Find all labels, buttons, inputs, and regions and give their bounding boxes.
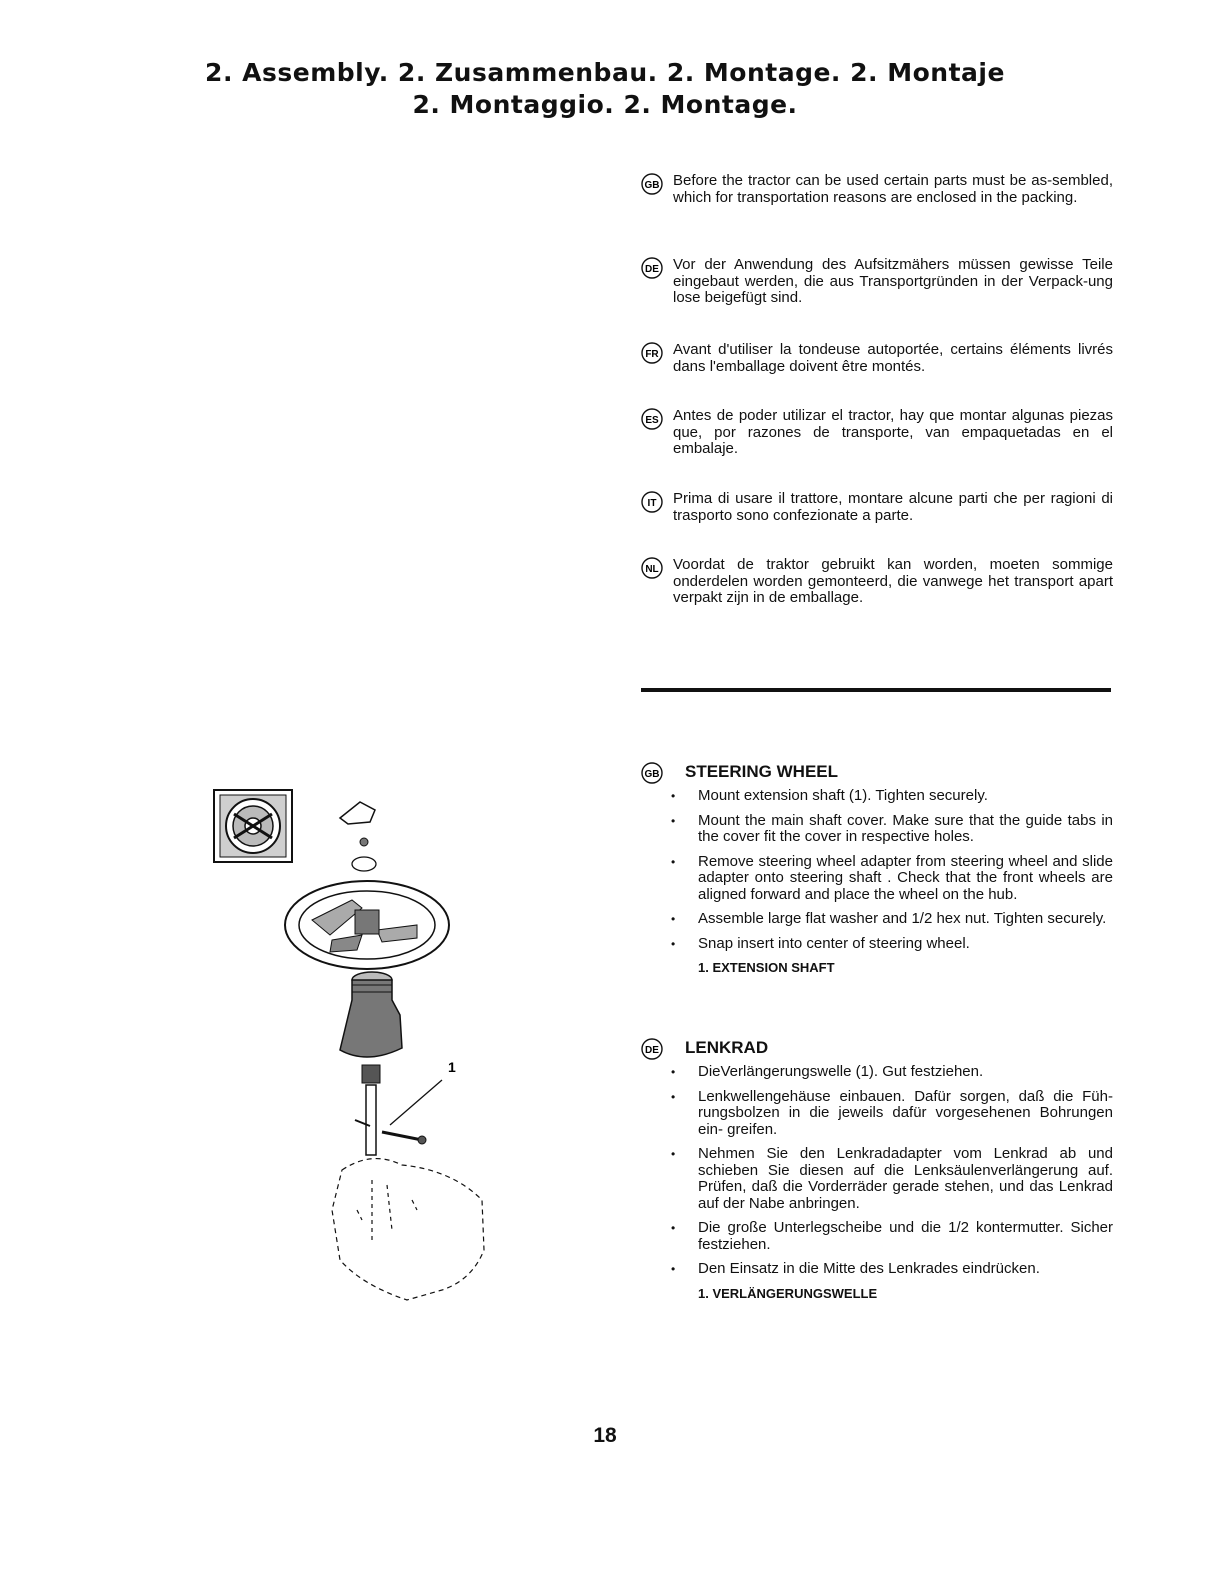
list-item: • Mount extension shaft (1). Tighten securely. [641,788,1113,805]
section-title-de: LENKRAD [685,1038,769,1057]
list-item: • Remove steering wheel adapter from steering wheel and slide adapter onto steering shaft . Check that the front wheels are aligned forward and place the wheel on the hub. [641,854,1113,904]
callout-number: 1 [448,1059,456,1075]
steering-wheel-section-gb [641,764,1113,977]
svg-text:GB: GB [644,769,660,780]
tractor-body-outline [332,1159,484,1300]
intro-paragraph-fr [641,342,1113,375]
section-heading-gb [641,764,1113,788]
instruction-list-de [641,1064,1113,1278]
steering-wheel-assembly-illustration [212,780,502,1310]
inset-steering-wheel-icon [214,790,292,862]
shaft-nut-icon [362,1065,380,1083]
callout-line [390,1080,442,1125]
body-detail-lines [357,1180,417,1240]
list-item: • Lenkwellengehäuse einbauen. Dafür sorgen, daß die Füh-rungsbolzen in die jeweils dafür vorgesehenen Bohrungen ein- greifen. [641,1089,1113,1139]
section-divider [641,688,1111,692]
insert-cap-icon [340,802,375,824]
list-item: • Den Einsatz in die Mitte des Lenkrades eindrücken. [641,1261,1113,1278]
extension-shaft-icon [355,1085,426,1155]
language-badge-gb-icon [641,173,663,195]
svg-text:DE: DE [645,264,659,275]
steering-wheel-icon [285,881,449,969]
intro-paragraph-gb [641,173,1113,206]
list-item: • Snap insert into center of steering wheel. [641,936,1113,953]
intro-text-es: Antes de poder utilizar el tractor, hay que montar algunas piezas que, por razones de transporte, van empaquetadas en el embalaje. [673,407,1113,457]
intro-paragraph-es [641,408,1113,458]
section-heading-de [641,1040,1113,1064]
list-item: • Die große Unterlegscheibe und die 1/2 kontermutter. Sicher festziehen. [641,1220,1113,1253]
language-badge-fr-icon [641,342,663,364]
intro-paragraph-it [641,491,1113,524]
language-badge-gb-icon [641,762,663,784]
svg-text:GB: GB [644,180,660,191]
instruction-list-gb [641,788,1113,952]
language-badge-es-icon [641,408,663,430]
page-title-line-2: 2. Montaggio. 2. Montage. [412,90,798,119]
intro-text-nl: Voordat de traktor gebruikt kan worden, moeten sommige onderdelen worden gemonteerd, die vanwege het transport apart verpakt zijn in de emballage. [673,556,1113,606]
language-badge-nl-icon [641,557,663,579]
svg-text:FR: FR [645,349,659,360]
page-title-line-1: 2. Assembly. 2. Zusammenbau. 2. Montage. 2. Montaje [205,58,1005,87]
svg-text:DE: DE [645,1045,659,1056]
intro-text-it: Prima di usare il trattore, montare alcune parti che per ragioni di trasporto sono confezionate a parte. [673,490,1113,524]
svg-text:ES: ES [645,415,659,426]
intro-paragraph-de [641,257,1113,307]
svg-text:IT: IT [647,498,657,509]
intro-text-fr: Avant d'utiliser la tondeuse autoportée, certains éléments livrés dans l'emballage doivent être montés. [673,341,1113,375]
language-badge-de-icon [641,257,663,279]
intro-text-gb: Before the tractor can be used certain parts must be as-sembled, which for transportation reasons are enclosed in the packing. [673,172,1113,206]
section-title-gb: STEERING WHEEL [685,762,839,781]
intro-text-de: Vor der Anwendung des Aufsitzmähers müssen gewisse Teile eingebaut werden, die aus Transportgründen in der Verpack-ung lose beigefügt sind. [673,256,1113,306]
list-item: • DieVerlängerungswelle (1). Gut festziehen. [641,1064,1113,1081]
washer-icon [352,857,376,871]
list-item: • Nehmen Sie den Lenkradadapter vom Lenkrad ab und schieben Sie diesen auf die Lenksäulenverlängerung auf. Prüfen, daß die Vorderräder gerade stehen, und das Lenkrad auf der Nabe anbringen. [641,1146,1113,1212]
hex-nut-icon [360,838,368,846]
figure-legend-gb: 1. EXTENSION SHAFT [698,960,835,975]
language-badge-it-icon [641,491,663,513]
page-number: 18 [593,1424,617,1447]
language-badge-de-icon [641,1038,663,1060]
figure-legend-de: 1. VERLÄNGERUNGSWELLE [698,1285,878,1301]
svg-text:NL: NL [645,564,659,575]
shaft-cover-icon [340,972,402,1057]
list-item: • Mount the main shaft cover. Make sure that the guide tabs in the cover fit the cover in respective holes. [641,813,1113,846]
intro-paragraph-nl [641,557,1113,607]
list-item: • Assemble large flat washer and 1/2 hex nut. Tighten securely. [641,911,1113,928]
steering-wheel-section-de [641,1040,1113,1302]
